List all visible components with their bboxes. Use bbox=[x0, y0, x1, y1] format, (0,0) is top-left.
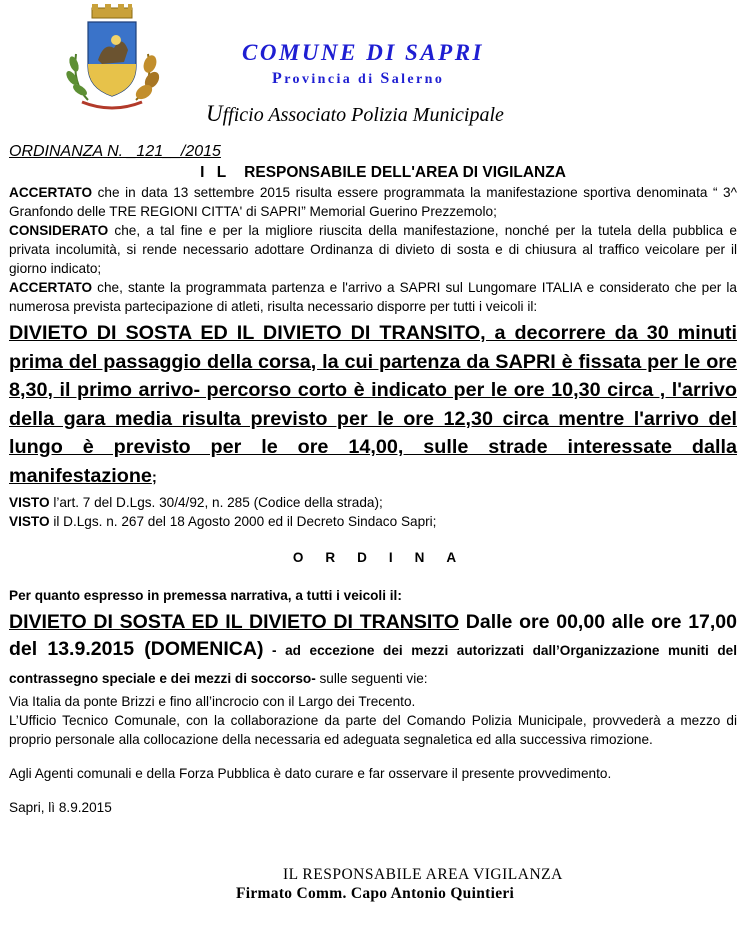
paragraph-agenti: Agli Agenti comunali e della Forza Pubblica è dato curare e far osservare il presente provvedimento. bbox=[9, 766, 612, 781]
ordina-heading: ORDINA bbox=[292, 550, 479, 565]
paragraph-visto-1: VISTO l’art. 7 del D.Lgs. 30/4/92, n. 285 (Codice della strada); bbox=[9, 495, 383, 510]
paragraph-accertato-1: ACCERTATO che in data 13 settembre 2015 risulta essere programmata la manifestazione sportiva denominata “ 3^ Granfondo delle TRE REGIONI CITTA' di SAPRI” Memorial Guerino Prezzemolo; bbox=[9, 185, 737, 219]
paragraph-via: Via Italia da ponte Brizzi e fino all’incrocio con il Largo dei Trecento. bbox=[9, 694, 416, 709]
divieto-order: DIVIETO DI SOSTA ED IL DIVIETO DI TRANSITO Dalle ore 00,00 alle ore 17,00 del 13.9.2015 (DOMENICA) - ad eccezione dei mezzi autorizzati dall’Organizzazione muniti del contrassegno speciale e dei mezzi di soccorso- sulle seguenti vie: bbox=[9, 611, 737, 686]
signature-name: Firmato Comm. Capo Antonio Quintieri bbox=[236, 885, 515, 902]
paragraph-premessa: Per quanto espresso in premessa narrativa, a tutti i veicoli il: bbox=[9, 588, 402, 603]
comune-title: COMUNE DI SAPRI bbox=[242, 40, 484, 65]
document-body bbox=[9, 141, 737, 817]
paragraph-visto-2: VISTO il D.Lgs. n. 267 del 18 Agosto 2000 ed il Decreto Sindaco Sapri; bbox=[9, 514, 437, 529]
date-place: Sapri, lì 8.9.2015 bbox=[9, 800, 112, 815]
paragraph-considerato: CONSIDERATO che, a tal fine e per la migliore riuscita della manifestazione, nonché per la tutela della pubblica e privata incolumità, si rende necessario adottare Ordinanza di divieto di sosta e di chiusura al traffico veicolare per il giorno indicato; bbox=[9, 223, 737, 276]
provincia-subtitle: Provincia di Salerno bbox=[272, 70, 445, 87]
ordinanza-number: ORDINANZA N. _121__/2015 bbox=[9, 143, 221, 160]
paragraph-accertato-2: ACCERTATO che, stante la programmata partenza e l'arrivo a SAPRI sul Lungomare ITALIA e considerato che per la numerosa prevista partecipazione di atleti, risulta necessario disporre per tutti i veicoli il: bbox=[9, 280, 737, 314]
signature-title: IL RESPONSABILE AREA VIGILANZA bbox=[283, 866, 563, 883]
municipal-crest bbox=[58, 4, 166, 116]
paragraph-ufficio-tecnico: L’Ufficio Tecnico Comunale, con la collaborazione da parte del Comando Polizia Municipale, provvederà a mezzo di proprio personale alla collocazione della necessaria ed adeguata segnaletica ed alla successiva rimozione. bbox=[9, 713, 737, 747]
issuer-heading: I L RESPONSABILE DELL'AREA DI VIGILANZA bbox=[200, 164, 566, 181]
ufficio-subtitle: Ufficio Associato Polizia Municipale bbox=[206, 101, 504, 126]
divieto-block: DIVIETO DI SOSTA ED IL DIVIETO DI TRANSITO, a decorrere da 30 minuti prima del passaggio della corsa, la cui partenza da SAPRI è fissata per le ore 8,30, il primo arrivo- percorso corto è indicato per le ore 10,30 circa , l'arrivo della gara media risulta previsto per le ore 12,30 circa mentre l'arrivo del lungo è previsto per le ore 14,00, sulle strade interessate dalla manifestazione; bbox=[9, 322, 737, 487]
